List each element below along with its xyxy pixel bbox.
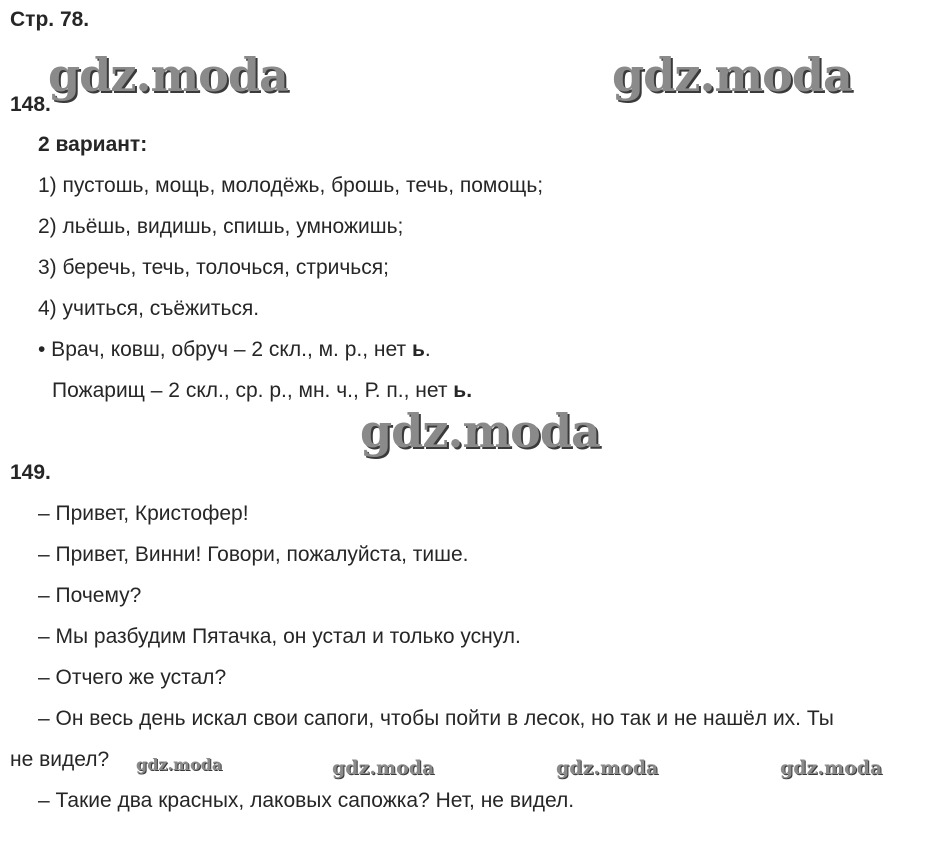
dialogue-line: – Почему? bbox=[38, 584, 142, 607]
dialogue-line: – Привет, Кристофер! bbox=[38, 502, 249, 525]
watermark-logo: gdz.moda bbox=[48, 48, 288, 102]
exercise-148-item: 2) льёшь, видишь, спишь, умножишь; bbox=[38, 215, 404, 238]
watermark-logo: gdz.moda bbox=[136, 755, 223, 774]
note-bold-letter: ь bbox=[411, 338, 425, 361]
exercise-148-variant: 2 вариант: bbox=[38, 133, 148, 156]
exercise-148-number: 148. bbox=[10, 93, 51, 116]
exercise-148-item: 1) пустошь, мощь, молодёжь, брошь, течь, помощь; bbox=[38, 174, 544, 197]
watermark-logo: gdz.moda bbox=[780, 757, 883, 779]
watermark-logo: gdz.moda bbox=[332, 757, 435, 779]
watermark-logo: gdz.moda bbox=[612, 48, 852, 102]
watermark-logo: gdz.moda bbox=[556, 757, 659, 779]
exercise-148-item: 3) беречь, течь, толочься, стричься; bbox=[38, 256, 389, 279]
exercise-148-note bbox=[52, 378, 472, 404]
exercise-148-item: 4) учиться, съёжиться. bbox=[38, 297, 260, 320]
watermark-logo: gdz.moda bbox=[360, 404, 600, 458]
note-text: Пожарищ – 2 скл., ср. р., мн. ч., Р. п., нет bbox=[52, 379, 454, 402]
dialogue-line: – Мы разбудим Пятачка, он устал и только уснул. bbox=[38, 625, 521, 648]
dialogue-line: – Такие два красных, лаковых сапожка? Нет, не видел. bbox=[38, 789, 575, 812]
note-bold-letter: ь. bbox=[453, 379, 473, 402]
exercise-148-note bbox=[38, 337, 431, 363]
note-end: . bbox=[424, 338, 431, 361]
dialogue-line: – Он весь день искал свои сапоги, чтобы пойти в лесок, но так и не нашёл их. Ты bbox=[38, 707, 834, 730]
note-text: • Врач, ковш, обруч – 2 скл., м. р., нет bbox=[38, 338, 412, 361]
dialogue-line: не видел? bbox=[10, 748, 110, 771]
page-header: Стр. 78. bbox=[10, 8, 90, 31]
dialogue-line: – Привет, Винни! Говори, пожалуйста, тише. bbox=[38, 543, 469, 566]
exercise-149-number: 149. bbox=[10, 461, 51, 484]
dialogue-line: – Отчего же устал? bbox=[38, 666, 227, 689]
